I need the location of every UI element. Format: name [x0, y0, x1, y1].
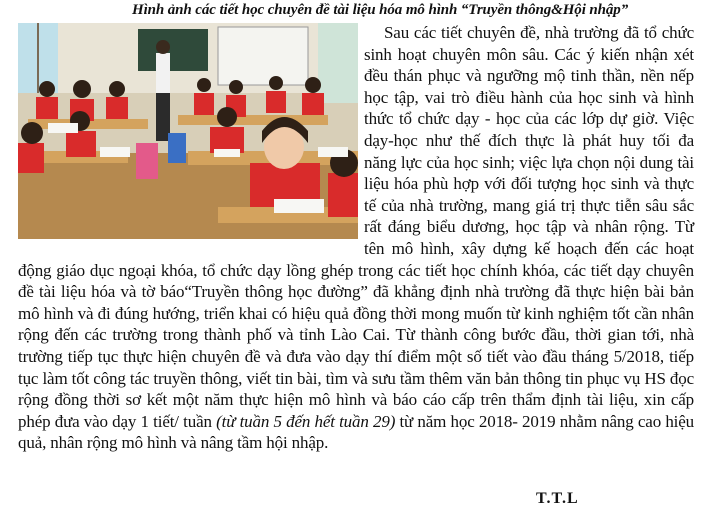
- article-text-part1: Sau các tiết chuyên đề, nhà trường đã tổ chức sinh hoạt chuyên môn sâu. Các ý kiến nhận xét đều thán phục và ngưỡng mộ tinh thần, nền nếp học tập, vai trò điều hành của học sinh và hình thức tổ chức dạy - học của các lớp dự giờ. Việc dạy-học như thế đích thực là phát huy tối đa năng lực của học sinh; việc lựa chọn nội dung tài liệu hóa phù hợp với đối tượng học sinh và thực tế của nhà trường, mang giá trị thực tiễn sâu sắc rất đáng biểu dương, học tập và nhân rộng. Từ tên mô hình, xây dựng kế hoạch đến các hoạt động giáo dục ngoại khóa, tổ chức dạy lồng ghép trong các tiết học chính khóa, các tiết dạy chuyên đề tài liệu hóa và tờ báo“Truyền thông học đường” đã khẳng định nhà trường đã thực hiện bài bản mô hình và đi đúng hướng, triển khai có hiệu quả đồng thời mong muốn từ kinh nghiệm tốt cần nhân rộng đến các trường trong thành phố và tỉnh Lào Cai. Từ thành công bước đầu, thời gian tới, nhà trường tiếp tục thực hiện chuyên đề và đưa vào dạy thí điểm một số tiết vào đầu tháng 5/2018, tiếp tục làm tốt công tác truyền thông, viết tin bài, tìm và sưu tầm thêm văn bản thông tin phục vụ HS đọc rộng đồng thời sơ kết một năm thực hiện mô hình và báo cáo cấp trên thẩm định tài liệu, xin cấp phép đưa vào dạy 1 tiết/ tuần: [18, 23, 694, 431]
- article-text-part3: từ năm học 2018- 2019 nhằm nâng cao hiệu quả, nhân rộng mô hình và nâng tầm hội nhập.: [18, 411, 694, 453]
- author-signature: T.T.L: [536, 490, 579, 507]
- article-body: [18, 22, 694, 454]
- photo-caption: Hình ảnh các tiết học chuyên đề tài liệu hóa mô hình “Truyền thông&Hội nhập”: [132, 2, 629, 18]
- article-text-italic: (từ tuần 5 đến hết tuần 29): [216, 411, 396, 431]
